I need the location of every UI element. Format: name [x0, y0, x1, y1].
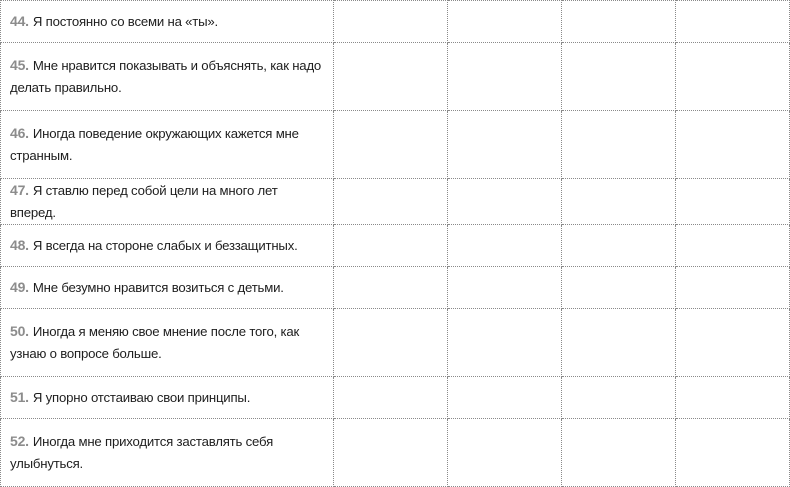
statement-cell	[1, 225, 334, 267]
answer-cell[interactable]	[562, 377, 676, 419]
statement-number: 49.	[10, 279, 29, 295]
statement-text: Иногда я меняю свое мнение после того, как узнаю о вопросе больше.	[10, 324, 300, 361]
answer-cell[interactable]	[448, 377, 562, 419]
answer-cell[interactable]	[676, 179, 790, 225]
answer-cell[interactable]	[562, 419, 676, 487]
answer-cell[interactable]	[676, 43, 790, 111]
table-row	[1, 43, 790, 111]
statement-number: 50.	[10, 323, 29, 339]
answer-cell[interactable]	[334, 377, 448, 419]
table-row	[1, 111, 790, 179]
statement-text: Иногда поведение окружающих кажется мне странным.	[10, 126, 299, 163]
table-row	[1, 267, 790, 309]
answer-cell[interactable]	[334, 111, 448, 179]
table-row	[1, 377, 790, 419]
statement-cell	[1, 309, 334, 377]
answer-cell[interactable]	[448, 1, 562, 43]
answer-cell[interactable]	[562, 43, 676, 111]
answer-cell[interactable]	[448, 179, 562, 225]
answer-cell[interactable]	[448, 225, 562, 267]
answer-cell[interactable]	[562, 309, 676, 377]
table-row	[1, 309, 790, 377]
answer-cell[interactable]	[562, 1, 676, 43]
answer-cell[interactable]	[562, 267, 676, 309]
statement-cell	[1, 43, 334, 111]
statement-text: Я постоянно со всеми на «ты».	[32, 14, 219, 29]
statement-number: 46.	[10, 125, 29, 141]
answer-cell[interactable]	[334, 309, 448, 377]
statement-number: 47.	[10, 182, 29, 198]
answer-cell[interactable]	[334, 267, 448, 309]
answer-cell[interactable]	[676, 267, 790, 309]
answer-cell[interactable]	[334, 225, 448, 267]
answer-cell[interactable]	[676, 111, 790, 179]
answer-cell[interactable]	[334, 179, 448, 225]
statement-cell	[1, 267, 334, 309]
answer-cell[interactable]	[448, 43, 562, 111]
answer-cell[interactable]	[334, 419, 448, 487]
answer-cell[interactable]	[676, 225, 790, 267]
statement-text: Я всегда на стороне слабых и беззащитных.	[32, 238, 298, 253]
statement-number: 44.	[10, 13, 29, 29]
answer-cell[interactable]	[448, 309, 562, 377]
answer-cell[interactable]	[676, 1, 790, 43]
statement-number: 52.	[10, 433, 29, 449]
answer-cell[interactable]	[676, 309, 790, 377]
answer-cell[interactable]	[562, 111, 676, 179]
table-row	[1, 419, 790, 487]
answer-cell[interactable]	[562, 179, 676, 225]
statement-text: Мне нравится показывать и объяснять, как надо делать правильно.	[10, 58, 322, 95]
statement-number: 45.	[10, 57, 29, 73]
statement-cell	[1, 1, 334, 43]
statement-text: Я упорно отстаиваю свои принципы.	[32, 390, 251, 405]
statement-cell	[1, 179, 334, 225]
statement-number: 51.	[10, 389, 29, 405]
answer-cell[interactable]	[334, 43, 448, 111]
table-row	[1, 1, 790, 43]
answer-cell[interactable]	[562, 225, 676, 267]
statement-text: Мне безумно нравится возиться с детьми.	[32, 280, 284, 295]
statement-cell	[1, 419, 334, 487]
table-row	[1, 225, 790, 267]
statement-cell	[1, 377, 334, 419]
statement-text: Иногда мне приходится заставлять себя улыбнуться.	[10, 434, 274, 471]
statement-cell	[1, 111, 334, 179]
answer-cell[interactable]	[676, 377, 790, 419]
answer-cell[interactable]	[448, 419, 562, 487]
answer-cell[interactable]	[676, 419, 790, 487]
statement-text: Я ставлю перед собой цели на много лет вперед.	[10, 183, 278, 220]
table-row	[1, 179, 790, 225]
answer-cell[interactable]	[334, 1, 448, 43]
answer-cell[interactable]	[448, 111, 562, 179]
answer-cell[interactable]	[448, 267, 562, 309]
statement-number: 48.	[10, 237, 29, 253]
